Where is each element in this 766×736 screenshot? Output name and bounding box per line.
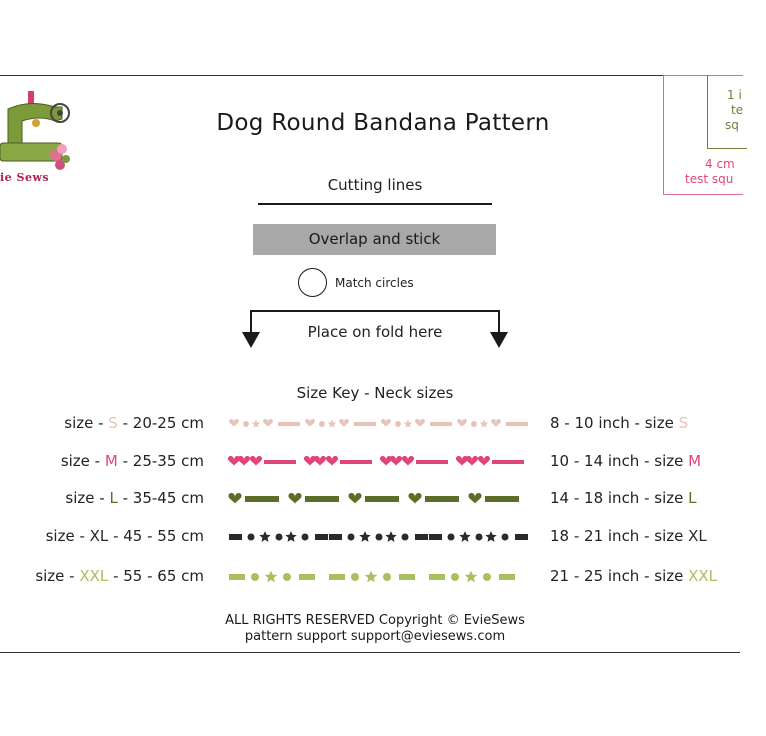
cutting-lines-label: Cutting lines (327, 176, 423, 194)
cm-line-2: test squ (685, 172, 734, 186)
size-row-m (0, 449, 740, 475)
line-style-sample-l (225, 486, 525, 512)
heart-mark (263, 419, 273, 427)
size-code: XL (89, 527, 109, 545)
dash-mark (315, 534, 328, 540)
dash-mark (278, 422, 300, 426)
dot-mark (448, 534, 455, 541)
dash-mark (365, 496, 399, 502)
dot-mark (251, 573, 259, 581)
size-code: XXL (688, 567, 718, 585)
heart-mark (228, 493, 241, 504)
star-mark (328, 420, 337, 428)
copyright-notice: ALL RIGHTS RESERVED Copyright © EvieSews (225, 613, 525, 628)
line-style-sample-s (225, 411, 525, 437)
size-row-s (0, 411, 740, 437)
dash-mark (515, 534, 528, 540)
heart-mark (390, 456, 402, 466)
size-code: L (109, 489, 118, 507)
star-mark (252, 420, 261, 428)
heart-mark (250, 456, 262, 466)
dot-mark (248, 534, 255, 541)
cutting-line-sample (258, 203, 492, 205)
heart-mark (478, 456, 490, 466)
fold-label: Place on fold here (307, 323, 443, 341)
dot-mark (502, 534, 509, 541)
dash-mark (429, 574, 445, 580)
heart-mark (402, 456, 414, 466)
inch-line-1: 1 i (727, 88, 742, 102)
size-inch-label: 14 - 18 inch - size L (550, 489, 697, 507)
page-title: Dog Round Bandana Pattern (216, 110, 550, 136)
heart-mark (381, 419, 391, 427)
heart-mark (491, 419, 501, 427)
top-border (0, 75, 740, 76)
dash-mark (506, 422, 528, 426)
match-circles-label: Match circles (335, 276, 414, 290)
overlap-label: Overlap and stick (308, 230, 441, 248)
dash-mark (499, 574, 515, 580)
bottom-border (0, 652, 740, 653)
dot-mark (451, 573, 459, 581)
size-row-l (0, 486, 740, 512)
dot-mark (351, 573, 359, 581)
heart-mark (314, 456, 326, 466)
dot-mark (402, 534, 409, 541)
size-inch-label: 21 - 25 inch - size XXL (550, 567, 718, 585)
support-contact: pattern support support@eviesews.com (244, 629, 506, 644)
dot-mark (383, 573, 391, 581)
star-mark (285, 531, 296, 542)
dash-mark (264, 460, 296, 464)
heart-mark (326, 456, 338, 466)
size-cm-label: size - XXL - 55 - 65 cm (35, 567, 204, 585)
dash-mark (415, 534, 428, 540)
dot-mark (319, 421, 325, 427)
size-code: XL (688, 527, 707, 545)
dot-mark (302, 534, 309, 541)
size-cm-label: size - M - 25-35 cm (60, 452, 204, 470)
heart-mark (288, 493, 301, 504)
inch-line-2: te (731, 103, 744, 117)
dash-mark (229, 574, 245, 580)
heart-mark (229, 419, 239, 427)
dash-mark (354, 422, 376, 426)
logo-text: ie Sews (0, 171, 50, 184)
dot-mark (376, 534, 383, 541)
size-cm-label: size - L - 35-45 cm (65, 489, 204, 507)
dash-mark (430, 422, 452, 426)
star-mark (359, 531, 370, 542)
line-style-sample-m (225, 449, 525, 475)
heart-mark (415, 419, 425, 427)
size-code: XXL (79, 567, 109, 585)
heart-mark (457, 419, 467, 427)
heart-mark (348, 493, 361, 504)
star-mark (385, 531, 396, 542)
star-mark (265, 571, 277, 583)
star-mark (365, 571, 377, 583)
dot-mark (276, 534, 283, 541)
dash-mark (340, 460, 372, 464)
dash-mark (399, 574, 415, 580)
dot-mark (283, 573, 291, 581)
dash-mark (305, 496, 339, 502)
dash-mark (416, 460, 448, 464)
cm-line-1: 4 cm (705, 157, 735, 171)
heart-mark (339, 419, 349, 427)
star-mark (480, 420, 489, 428)
size-code: M (104, 452, 118, 470)
size-inch-label: 18 - 21 inch - size XL (550, 527, 707, 545)
size-key-title: Size Key - Neck sizes (296, 384, 454, 402)
dash-mark (329, 534, 342, 540)
size-cm-label: size - XL - 45 - 55 cm (45, 527, 204, 545)
size-cm-label: size - S - 20-25 cm (64, 414, 204, 432)
dash-mark (485, 496, 519, 502)
heart-mark (305, 419, 315, 427)
dot-mark (483, 573, 491, 581)
dot-mark (243, 421, 249, 427)
star-mark (459, 531, 470, 542)
dot-mark (476, 534, 483, 541)
size-row-xl (0, 524, 740, 550)
dash-mark (229, 534, 242, 540)
dash-mark (329, 574, 345, 580)
size-inch-label: 10 - 14 inch - size M (550, 452, 702, 470)
dot-mark (395, 421, 401, 427)
dash-mark (299, 574, 315, 580)
size-code: L (688, 489, 697, 507)
size-code: S (108, 414, 118, 432)
heart-mark (468, 493, 481, 504)
dash-mark (429, 534, 442, 540)
size-row-xxl (0, 564, 740, 590)
star-mark (465, 571, 477, 583)
size-inch-label: 8 - 10 inch - size S (550, 414, 689, 432)
heart-mark (238, 456, 250, 466)
dash-mark (425, 496, 459, 502)
dash-mark (245, 496, 279, 502)
line-style-sample-xl (225, 524, 525, 550)
heart-mark (408, 493, 421, 504)
dash-mark (492, 460, 524, 464)
line-style-sample-xxl (225, 564, 525, 590)
size-code: S (678, 414, 689, 432)
heart-mark (466, 456, 478, 466)
match-circle-icon (298, 268, 327, 297)
star-mark (485, 531, 496, 542)
size-code: M (688, 452, 702, 470)
star-mark (404, 420, 413, 428)
inch-line-3: sq (725, 118, 739, 132)
star-mark (259, 531, 270, 542)
dot-mark (471, 421, 477, 427)
dot-mark (348, 534, 355, 541)
